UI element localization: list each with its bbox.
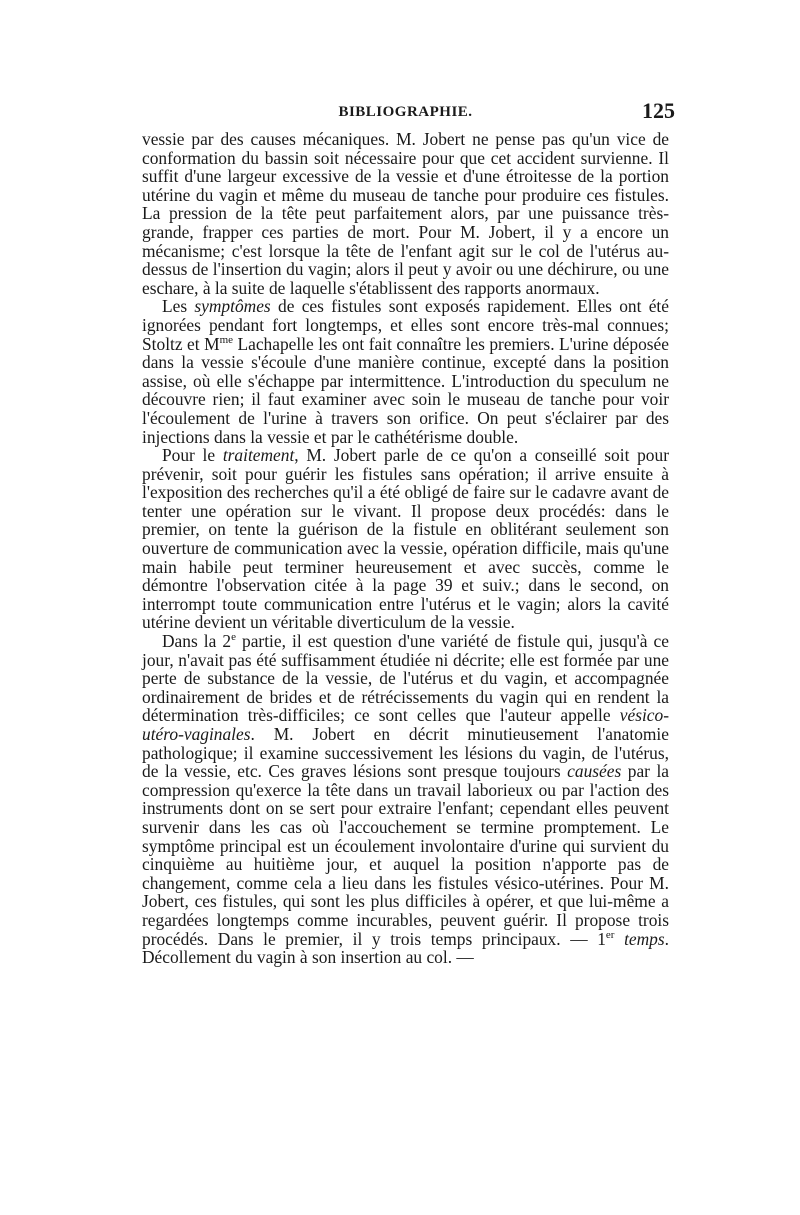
text-run: . M. Jobert en décrit minutieusement l'anatomie pathologique; il examine successivement les lésions du vagin, de l'utérus, de la vessie, etc. Ces graves lésions sont presque toujours bbox=[142, 724, 669, 782]
italic-term: symptômes bbox=[194, 296, 271, 317]
text-run: Lachapelle les ont fait connaître les premiers. L'urine déposée dans la vessie s'écoule d'une manière continue, excepté dans la position assise, où elle s'échappe par intermittence. L'introduction du speculum ne découvre rien; il faut examiner avec soin le museau de tanche pour voir l'écoulement de l'urine à travers son orifice. On peut s'éclairer par des injections dans la vessie et par le cathétérisme double. bbox=[142, 333, 669, 447]
text-run: Pour le bbox=[162, 445, 223, 466]
italic-term: traitement bbox=[222, 445, 295, 466]
text-run: Les bbox=[162, 296, 195, 317]
italic-term: temps bbox=[614, 928, 665, 949]
text-run: par la compression qu'exerce la tête dans un travail laborieux ou par l'action des instruments dont on se sert pour extraire l'enfant; cependant elles peuvent survenir dans les cas où l'accouchement se termine promptement. Le symptôme principal est un écoulement involontaire d'urine qui survient du cinquième au huitième jour, et auquel la position n'apporte pas de changement, comme cela a lieu dans les fistules vésico-utérines. Pour M. Jobert, ces fistules, qui sont les plus difficiles à opérer, et que lui-même a regardées longtemps comme incurables, peuvent guérir. Il propose trois procédés. Dans le premier, il y trois temps principaux. — 1 bbox=[142, 761, 669, 949]
text-run: Dans la 2 bbox=[162, 631, 232, 652]
italic-term: causées bbox=[567, 761, 622, 782]
text-run: . Décollement du vagin à son insertion au col. — bbox=[142, 928, 669, 968]
text-run: , M. Jobert parle de ce qu'on a conseillé soit pour prévenir, soit pour guérir les fistules sans opération; il arrive ensuite à l'exposition des recherches qu'il a été obligé de faire sur le cadavre avant de tenter une opération sur le vivant. Il propose deux procédés: dans le premier, on tente la guérison de la fistule en oblitérant seulement son ouverture de communication avec la vessie, opération difficile, mais qu'une main habile peut terminer heureusement et avec succès, comme le démontre l'observation citée à la page 39 et suiv.; dans le second, on interrompt toute communication entre l'utérus et le vagin; alors la cavité utérine devient un véritable diverticulum de la vessie. bbox=[142, 445, 669, 633]
page-number: 125 bbox=[642, 98, 675, 123]
paragraph-2e-partie bbox=[142, 632, 669, 967]
superscript: e bbox=[231, 631, 236, 644]
paragraph-1: vessie par des causes mécaniques. M. Jobert ne pense pas qu'un vice de conformation du bassin soit nécessaire pour que cet accident survienne. Il suffit d'une largeur excessive de la vessie et d'une étroitesse de la portion utérine du vagin et même du museau de tanche pour produire ces fistules. La pression de la tête peut parfaitement alors, par une puissance très-grande, frapper ces parties de mort. Pour M. Jobert, il y a encore un mécanisme; c'est lorsque la tête de l'enfant agit sur le col de l'utérus au-dessus de l'insertion du vagin; alors il peut y avoir ou une déchirure, ou une eschare, à la suite de laquelle s'établissent des rapports anormaux. bbox=[142, 129, 669, 298]
text-run: partie, il est question d'une variété de fistule qui, jusqu'à ce jour, n'avait pas été suffisamment étudiée ni décrite; elle est formée par une perte de substance de la vessie, de l'utérus et du vagin, et accompagnée ordinairement de brides et de rétrécissements du vagin qui en rendent la détermination très-difficiles; ce sont celles que l'auteur appelle bbox=[142, 631, 669, 726]
page-header bbox=[142, 98, 675, 130]
body-text bbox=[142, 130, 669, 967]
superscript: er bbox=[605, 928, 615, 941]
book-page bbox=[142, 98, 675, 968]
text-run: de ces fistules sont exposés rapidement. Elles ont été ignorées pendant fort longtemps, et elles sont encore très-mal connues; Stoltz et M bbox=[142, 296, 669, 354]
paragraph-traitement bbox=[142, 446, 669, 632]
italic-term: vésico-utéro-vaginales bbox=[142, 705, 669, 744]
superscript: me bbox=[219, 333, 234, 346]
paragraph-symptomes bbox=[142, 297, 669, 446]
running-head: BIBLIOGRAPHIE. bbox=[338, 104, 473, 120]
